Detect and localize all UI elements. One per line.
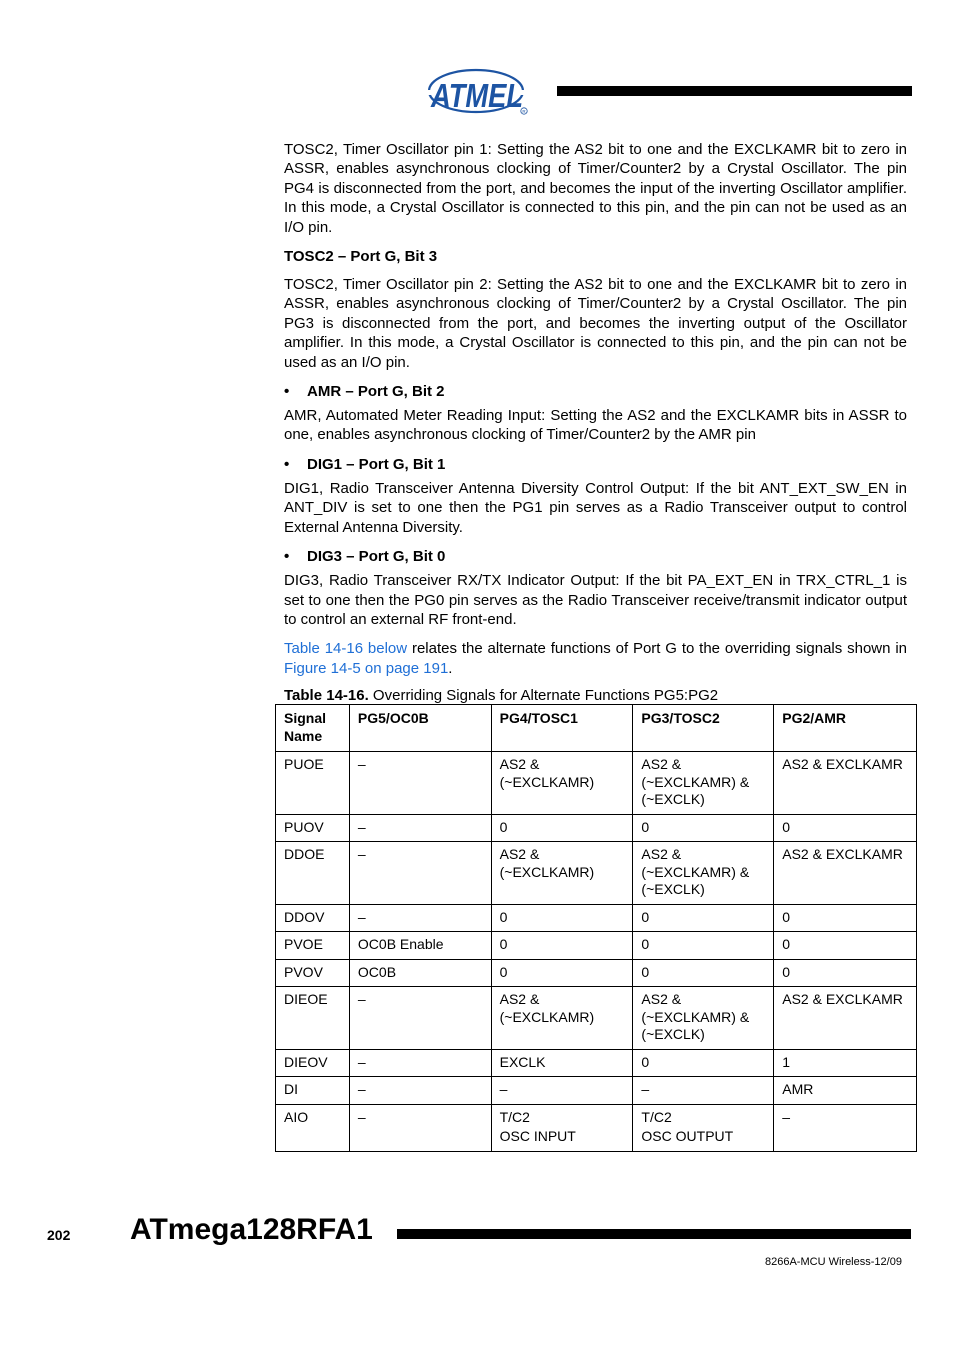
table-cell: – — [349, 987, 491, 1050]
bullet-icon: • — [284, 548, 290, 566]
table-cell: 0 — [774, 959, 917, 987]
table-cell: DDOE — [276, 842, 350, 905]
table-row — [276, 752, 917, 815]
heading-dig3: • DIG3 – Port G, Bit 0 — [284, 548, 446, 566]
heading-tosc2: TOSC2 – Port G, Bit 3 — [284, 248, 438, 266]
cell-line: OSC OUTPUT — [641, 1128, 734, 1144]
cell-line: OSC INPUT — [499, 1128, 576, 1144]
table-cell: AS2 & (~EXCLKAMR) & (~EXCLK) — [633, 842, 774, 905]
table-cell: 0 — [633, 959, 774, 987]
table-cell: DDOV — [276, 904, 350, 932]
table-cell: 0 — [633, 814, 774, 842]
table-cell: AS2 & EXCLKAMR — [774, 987, 917, 1050]
table-cell: – — [349, 904, 491, 932]
atmel-logo — [426, 68, 530, 116]
document-title: ATmega128RFA1 — [130, 1213, 373, 1246]
table-cell: PUOV — [276, 814, 350, 842]
table-cell: – — [349, 842, 491, 905]
table-cell: DIEOE — [276, 987, 350, 1050]
svg-text:R: R — [522, 109, 526, 114]
link-table-14-16[interactable]: Table 14-16 below — [284, 640, 408, 658]
table-cell: 0 — [774, 814, 917, 842]
table-cell: 0 — [491, 932, 633, 960]
footer-rule — [397, 1229, 911, 1239]
document-reference: 8266A-MCU Wireless-12/09 — [765, 1256, 902, 1268]
table-cell: – — [349, 752, 491, 815]
paragraph-amr: AMR, Automated Meter Reading Input: Setting the AS2 and the EXCLKAMR bits in ASSR to one, enables asynchronous clocking of Timer/Counter2 by the AMR pin — [284, 407, 907, 444]
table-cell — [349, 1104, 491, 1151]
table-cell: AS2 & (~EXCLKAMR) — [491, 752, 633, 815]
table-cell: AS2 & EXCLKAMR — [774, 842, 917, 905]
cell-line: AIO — [284, 1108, 309, 1125]
table-cell: OC0B — [349, 959, 491, 987]
table-cell: AS2 & (~EXCLKAMR) — [491, 842, 633, 905]
table-header-row — [276, 705, 917, 752]
table-cell: PVOV — [276, 959, 350, 987]
heading-dig1: • DIG1 – Port G, Bit 1 — [284, 455, 446, 473]
page-number: 202 — [47, 1227, 71, 1243]
table-cell: 0 — [633, 1049, 774, 1077]
col-header: PG4/TOSC1 — [491, 705, 633, 752]
svg-text:ATMEL: ATMEL — [430, 77, 523, 114]
table-cell: PVOE — [276, 932, 350, 960]
paragraph-dig3: DIG3, Radio Transceiver RX/TX Indicator Output: If the bit PA_EXT_EN in TRX_CTRL_1 is set to one then the PG0 pin serves as the Radio Transceiver receive/transmit indicator output to control an external RF front-end. — [284, 572, 907, 628]
table-row — [276, 987, 917, 1050]
table-row — [276, 814, 917, 842]
table-cell: 1 — [774, 1049, 917, 1077]
bullet-icon: • — [284, 383, 290, 401]
page-content — [284, 140, 907, 708]
col-header: PG5/OC0B — [349, 705, 491, 752]
link-figure-14-5[interactable]: Figure 14-5 on page 191 — [284, 659, 449, 677]
table-cell: – — [633, 1077, 774, 1105]
table-caption: Table 14-16. Overriding Signals for Alternate Functions PG5:PG2 — [284, 687, 719, 705]
table-cell: OC0B Enable — [349, 932, 491, 960]
col-header: PG2/AMR — [774, 705, 917, 752]
col-header: PG3/TOSC2 — [633, 705, 774, 752]
cell-line: T/C2 — [499, 1108, 530, 1125]
table-cell: DI — [276, 1077, 350, 1105]
table-cell: 0 — [491, 904, 633, 932]
table-row — [276, 842, 917, 905]
table-cell: 0 — [633, 932, 774, 960]
table-cell: – — [349, 1077, 491, 1105]
table-row — [276, 1104, 917, 1151]
table-cell: EXCLK — [491, 1049, 633, 1077]
table-cell — [774, 1104, 917, 1151]
table-row — [276, 904, 917, 932]
table-cell: – — [491, 1077, 633, 1105]
paragraph-dig1: DIG1, Radio Transceiver Antenna Diversity Control Output: If the bit ANT_EXT_SW_EN in ANT_DIV is set to one then the PG1 pin serves as a Radio Transceiver output to control External Antenna Diversity. — [284, 479, 907, 536]
table-cell: – — [349, 814, 491, 842]
table-row — [276, 1049, 917, 1077]
cell-line: – — [782, 1108, 791, 1125]
table-cell: AS2 & EXCLKAMR — [774, 752, 917, 815]
table-cell: 0 — [774, 904, 917, 932]
table-cell: AMR — [774, 1077, 917, 1105]
table-cell — [491, 1104, 633, 1151]
table-cell: DIEOV — [276, 1049, 350, 1077]
table-cell: 0 — [491, 814, 633, 842]
table-cell: AS2 & (~EXCLKAMR) — [491, 987, 633, 1050]
paragraph-tosc2: TOSC2, Timer Oscillator pin 2: Setting the AS2 bit to one and the EXCLKAMR bit to zero in ASSR, enables asynchronous clocking of Timer/Counter2 by a Crystal Oscillator. The pin PG3 is disconnected from the port, and becomes the inverting output of the Oscillator amplifier. In this mode, a Crystal Oscillator is connected to this pin, and the pin can not be used as an I/O pin. — [284, 276, 907, 371]
table-cell: AS2 & (~EXCLKAMR) & (~EXCLK) — [633, 752, 774, 815]
table-cell: 0 — [491, 959, 633, 987]
table-cell: – — [349, 1049, 491, 1077]
table-cell: PUOE — [276, 752, 350, 815]
table-cell: AS2 & (~EXCLKAMR) & (~EXCLK) — [633, 987, 774, 1050]
heading-amr: • AMR – Port G, Bit 2 — [284, 383, 445, 401]
header-rule — [557, 86, 912, 96]
table-cell — [276, 1104, 350, 1151]
cell-line: T/C2 — [641, 1108, 672, 1125]
col-header: Signal Name — [276, 705, 350, 752]
paragraph-tosc1: TOSC2, Timer Oscillator pin 1: Setting the AS2 bit to one and the EXCLKAMR bit to zero in ASSR, enables asynchronous clocking of Timer/Counter2 by a Crystal Oscillator. The pin PG4 is disconnected from the port, and becomes the input of the inverting Oscillator amplifier. In this mode, a Crystal Oscillator is connected to this pin, and the pin can not be used as an I/O pin. — [284, 141, 907, 236]
table-cell: 0 — [633, 904, 774, 932]
cell-line: – — [357, 1108, 366, 1125]
table-cell — [633, 1104, 774, 1151]
table-row — [276, 932, 917, 960]
table-cell: 0 — [774, 932, 917, 960]
table-row — [276, 959, 917, 987]
paragraph-table-ref: Table 14-16 below relates the alternate functions of Port G to the overriding signals shown in Figure 14-5 on page 191. — [284, 640, 907, 677]
overriding-signals-table — [275, 704, 917, 1152]
table-row — [276, 1077, 917, 1105]
bullet-icon: • — [284, 455, 290, 473]
